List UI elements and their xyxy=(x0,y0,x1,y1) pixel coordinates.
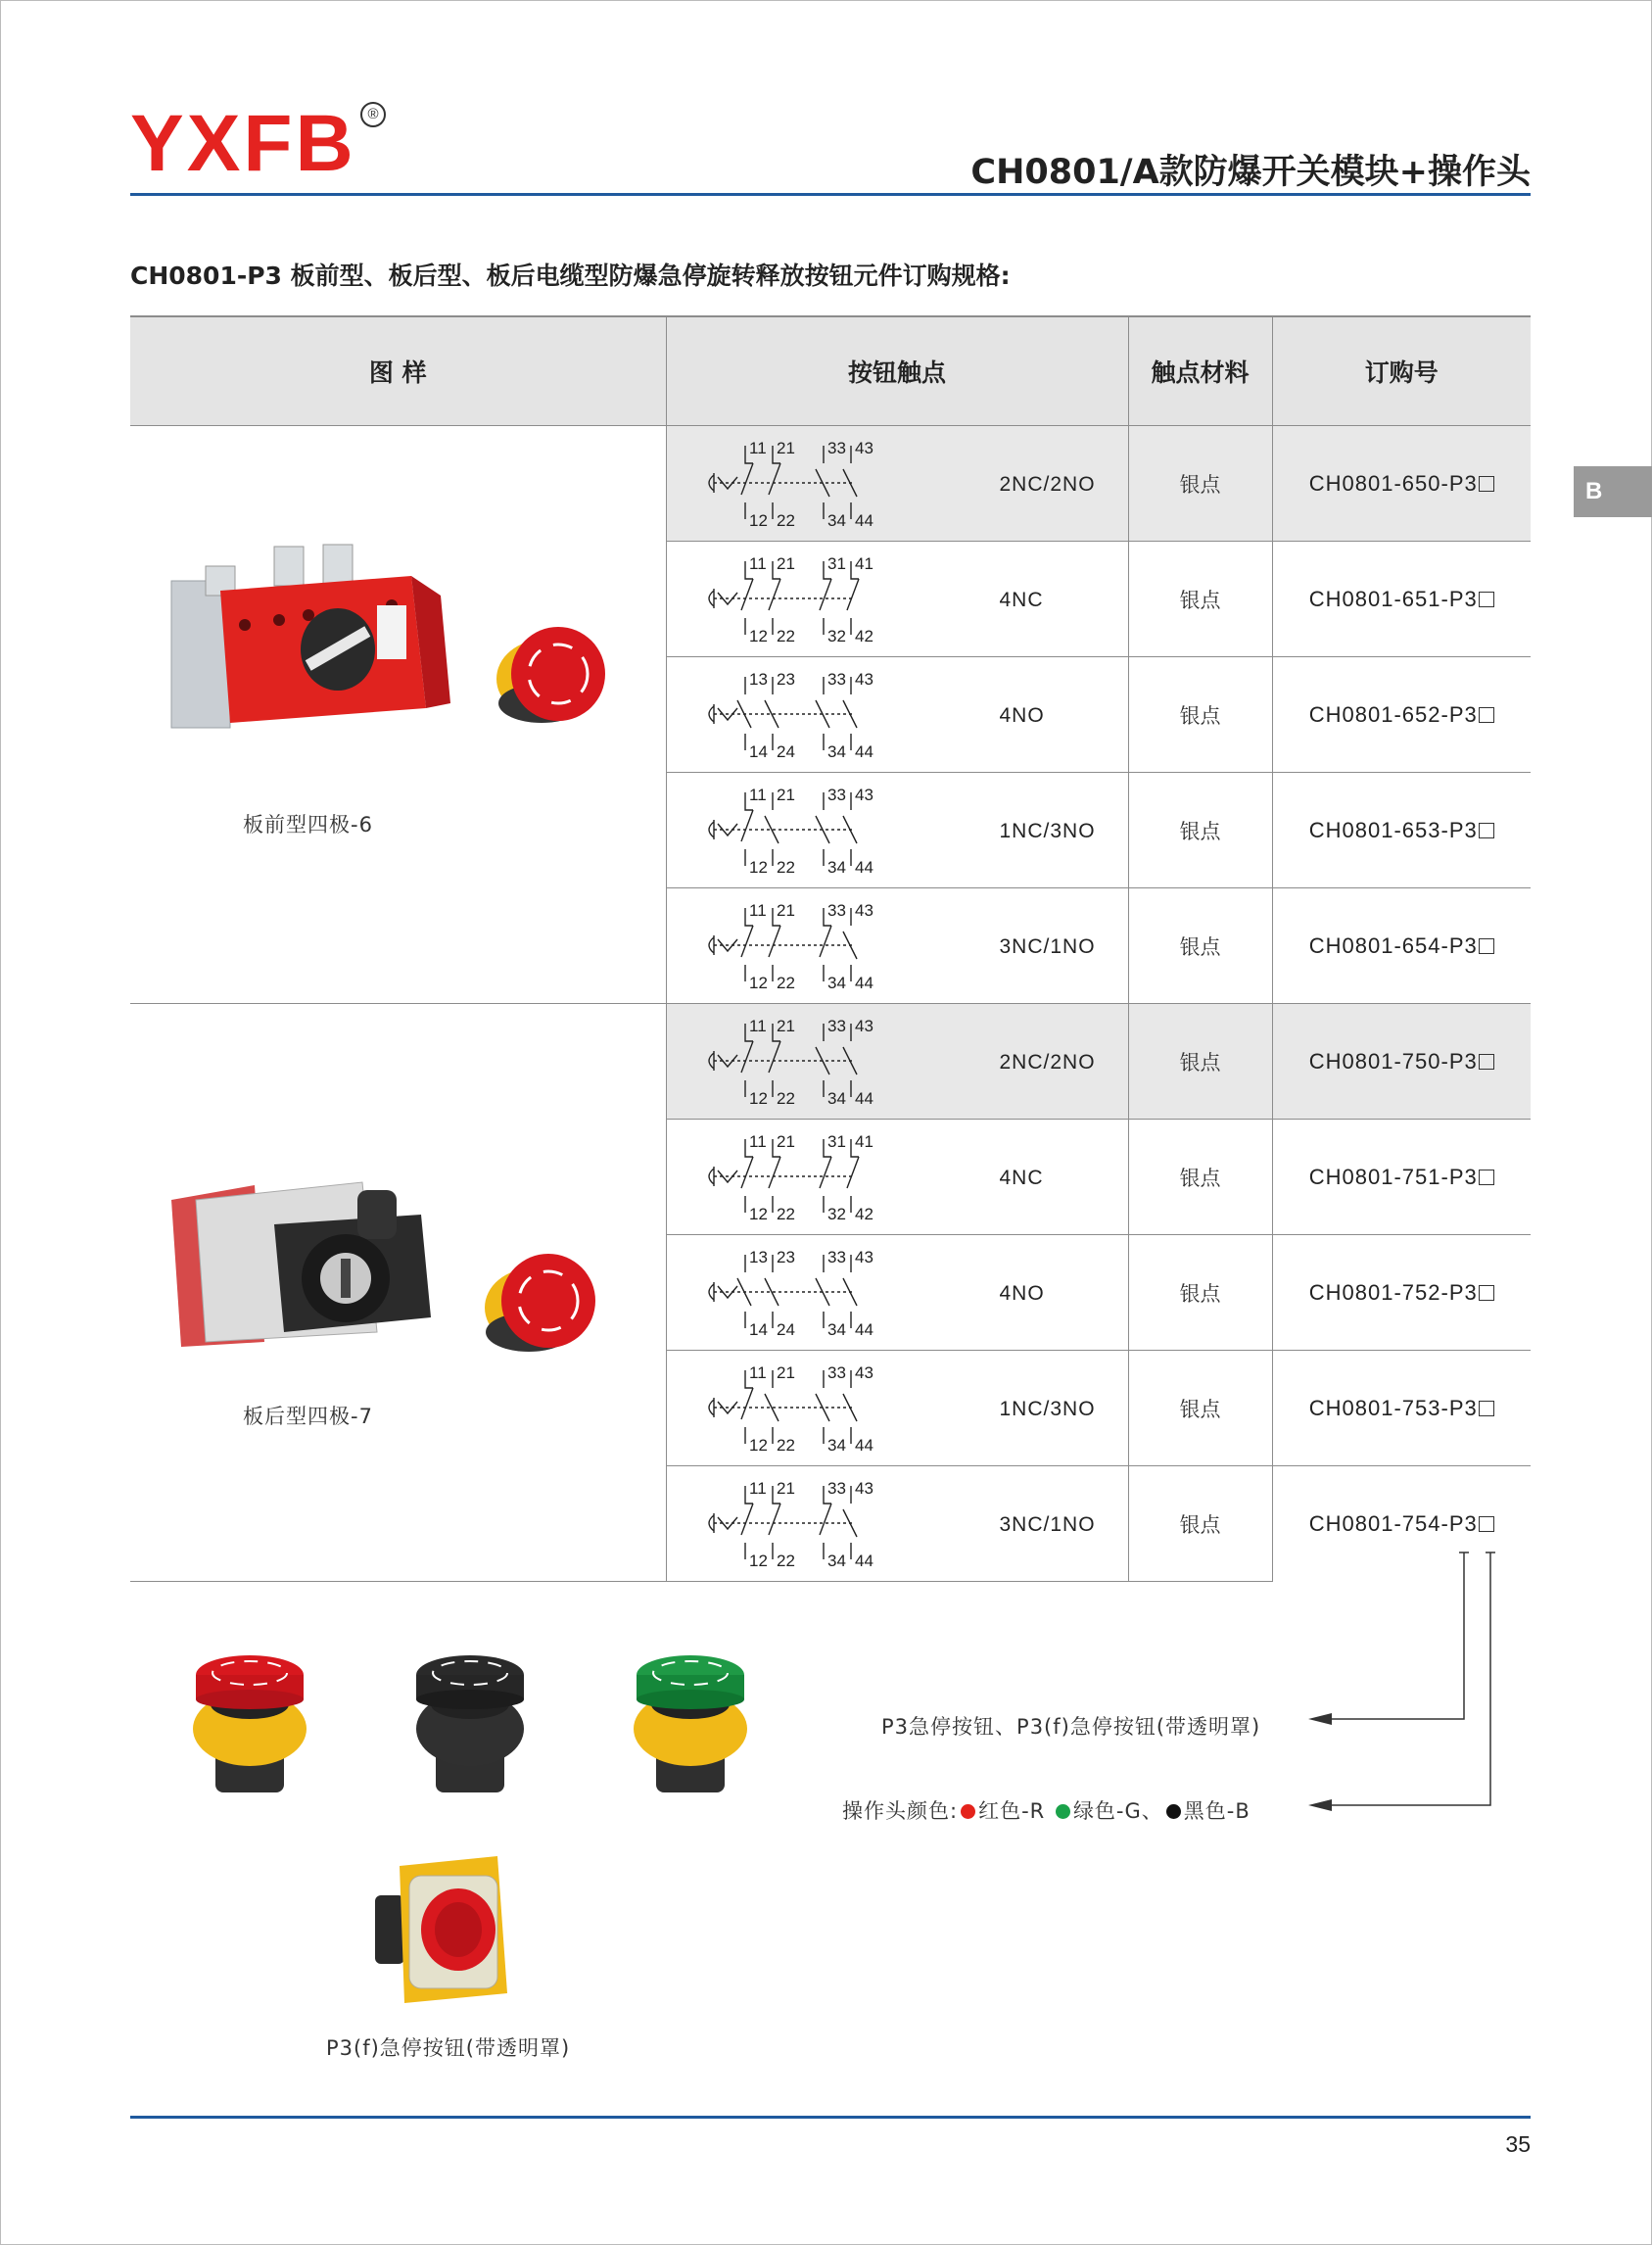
terminal-label-top: 11 xyxy=(748,1363,767,1382)
contact-diagram-cell xyxy=(666,1120,1128,1235)
contact-type-label: 4NC xyxy=(999,589,1044,611)
color-black-label: 黑色-B xyxy=(1183,1799,1251,1823)
option-box-icon xyxy=(1479,476,1494,492)
contact-type-label: 4NO xyxy=(999,1282,1045,1305)
contact-material: 银点 xyxy=(1128,657,1272,773)
terminal-label-bottom: 34 xyxy=(826,1089,846,1108)
terminal-label-bottom: 32 xyxy=(826,627,846,645)
callout-button-type-text: P3急停按钮、P3(f)急停按钮(带透明罩) xyxy=(881,1715,1261,1739)
contact-material: 银点 xyxy=(1128,1466,1272,1582)
rear-mount-caption: 板后型四极-7 xyxy=(243,1405,373,1428)
contact-material: 银点 xyxy=(1128,1235,1272,1351)
order-number xyxy=(1272,542,1531,657)
page-number: 35 xyxy=(1505,2131,1531,2157)
red-dot-icon xyxy=(961,1804,975,1819)
terminal-label-top: 23 xyxy=(776,1248,795,1266)
order-number xyxy=(1272,657,1531,773)
terminal-label-top: 33 xyxy=(826,786,846,804)
contact-diagram xyxy=(667,1235,1129,1350)
terminal-label-top: 13 xyxy=(748,670,768,689)
red-operating-head-image xyxy=(191,1636,308,1802)
contact-diagram xyxy=(667,657,1129,772)
black-dot-icon xyxy=(1166,1804,1181,1819)
terminal-label-top: 41 xyxy=(854,554,873,573)
terminal-label-top: 11 xyxy=(748,786,767,804)
terminal-label-top: 43 xyxy=(854,786,873,804)
terminal-label-top: 33 xyxy=(826,1479,846,1498)
terminal-label-bottom: 12 xyxy=(748,858,768,877)
terminal-label-bottom: 14 xyxy=(748,1320,768,1339)
section-tab-b[interactable]: B xyxy=(1574,466,1652,517)
terminal-label-top: 33 xyxy=(826,439,846,457)
emergency-actuator-icon xyxy=(709,589,714,608)
header-order-number: 订购号 xyxy=(1272,316,1531,426)
terminal-label-top: 31 xyxy=(826,554,846,573)
contact-type-label: 2NC/2NO xyxy=(999,1051,1096,1074)
terminal-label-top: 41 xyxy=(854,1132,873,1151)
terminal-label-top: 13 xyxy=(748,1248,768,1266)
terminal-label-bottom: 22 xyxy=(776,1552,795,1570)
contact-type-label: 3NC/1NO xyxy=(999,1513,1096,1536)
terminal-label-bottom: 34 xyxy=(826,1320,846,1339)
terminal-label-bottom: 24 xyxy=(776,1320,795,1339)
header-contacts: 按钮触点 xyxy=(666,316,1128,426)
terminal-label-bottom: 44 xyxy=(854,1436,873,1455)
contact-material: 银点 xyxy=(1128,542,1272,657)
contact-diagram-cell xyxy=(666,657,1128,773)
terminal-label-top: 11 xyxy=(748,1132,767,1151)
terminal-label-bottom: 42 xyxy=(854,627,873,645)
order-number xyxy=(1272,426,1531,542)
terminal-label-bottom: 32 xyxy=(826,1205,846,1223)
emergency-actuator-icon xyxy=(709,1051,714,1071)
contact-diagram xyxy=(667,1120,1129,1234)
terminal-label-bottom: 12 xyxy=(748,511,768,530)
front-mount-module-image xyxy=(166,537,617,752)
callout-head-color xyxy=(842,1795,1251,1825)
contact-diagram-cell xyxy=(666,426,1128,542)
table-header-row xyxy=(130,316,1531,426)
order-number xyxy=(1272,1235,1531,1351)
terminal-label-top: 43 xyxy=(854,670,873,689)
table-row xyxy=(130,426,1531,542)
terminal-label-bottom: 44 xyxy=(854,1552,873,1570)
terminal-label-top: 43 xyxy=(854,901,873,920)
contact-diagram-cell xyxy=(666,1351,1128,1466)
black-operating-head-image xyxy=(411,1636,529,1802)
contact-diagram-cell xyxy=(666,542,1128,657)
order-number xyxy=(1272,1004,1531,1120)
contact-type-label: 4NC xyxy=(999,1167,1044,1189)
option-box-icon xyxy=(1479,1054,1494,1070)
contact-diagram-cell xyxy=(666,1466,1128,1582)
front-mount-caption: 板前型四极-6 xyxy=(243,813,373,836)
emergency-actuator-icon xyxy=(709,935,714,955)
terminal-label-top: 43 xyxy=(854,1017,873,1035)
contact-type-label: 1NC/3NO xyxy=(999,1398,1096,1420)
terminal-label-bottom: 44 xyxy=(854,974,873,992)
header-rule xyxy=(130,193,1531,196)
contact-diagram xyxy=(667,542,1129,656)
contact-type-label: 3NC/1NO xyxy=(999,935,1096,958)
terminal-label-top: 11 xyxy=(748,439,767,457)
option-box-icon xyxy=(1479,1285,1494,1301)
document-title: CH0801/A款防爆开关模块+操作头 xyxy=(970,153,1531,192)
contact-material: 银点 xyxy=(1128,773,1272,888)
option-box-icon xyxy=(1479,707,1494,723)
terminal-label-bottom: 22 xyxy=(776,858,795,877)
order-number xyxy=(1272,773,1531,888)
terminal-label-bottom: 12 xyxy=(748,1552,768,1570)
rear-mount-module-image xyxy=(166,1170,617,1366)
contact-diagram-cell xyxy=(666,1235,1128,1351)
terminal-label-top: 43 xyxy=(854,439,873,457)
emergency-actuator-icon xyxy=(709,704,714,724)
terminal-label-top: 11 xyxy=(748,554,767,573)
contact-type-label: 4NO xyxy=(999,704,1045,727)
option-box-icon xyxy=(1479,1170,1494,1185)
terminal-label-top: 21 xyxy=(776,1479,795,1498)
order-number xyxy=(1272,1351,1531,1466)
contact-type-label: 1NC/3NO xyxy=(999,820,1096,842)
terminal-label-top: 33 xyxy=(826,670,846,689)
green-operating-head-image xyxy=(632,1636,749,1802)
terminal-label-bottom: 44 xyxy=(854,858,873,877)
order-number-text: CH0801-751-P3 xyxy=(1308,1164,1478,1189)
order-number-text: CH0801-753-P3 xyxy=(1308,1395,1478,1420)
terminal-label-top: 21 xyxy=(776,439,795,457)
header-material: 触点材料 xyxy=(1128,316,1272,426)
terminal-label-bottom: 42 xyxy=(854,1205,873,1223)
section-title: CH0801-P3 板前型、板后型、板后电缆型防爆急停旋转释放按钮元件订购规格: xyxy=(130,262,1011,290)
terminal-label-top: 43 xyxy=(854,1479,873,1498)
terminal-label-top: 21 xyxy=(776,554,795,573)
color-red-label: 红色-R xyxy=(978,1799,1046,1823)
registered-mark-icon: ® xyxy=(360,102,386,127)
terminal-label-top: 31 xyxy=(826,1132,846,1151)
terminal-label-top: 21 xyxy=(776,1132,795,1151)
terminal-label-bottom: 22 xyxy=(776,974,795,992)
terminal-label-bottom: 34 xyxy=(826,511,846,530)
terminal-label-bottom: 34 xyxy=(826,858,846,877)
terminal-label-bottom: 34 xyxy=(826,742,846,761)
terminal-label-bottom: 12 xyxy=(748,974,768,992)
terminal-label-top: 33 xyxy=(826,901,846,920)
contact-material: 银点 xyxy=(1128,1004,1272,1120)
emergency-actuator-icon xyxy=(709,1167,714,1186)
terminal-label-bottom: 44 xyxy=(854,1089,873,1108)
terminal-label-bottom: 24 xyxy=(776,742,795,761)
terminal-label-bottom: 14 xyxy=(748,742,768,761)
option-box-icon xyxy=(1479,823,1494,838)
terminal-label-top: 11 xyxy=(748,1017,767,1035)
footer-rule xyxy=(130,2116,1531,2119)
contact-material: 银点 xyxy=(1128,1351,1272,1466)
emergency-actuator-icon xyxy=(709,1282,714,1302)
color-green-label: 绿色-G、 xyxy=(1072,1799,1163,1823)
terminal-label-top: 11 xyxy=(748,1479,767,1498)
terminal-label-top: 21 xyxy=(776,901,795,920)
contact-diagram-cell xyxy=(666,773,1128,888)
terminal-label-top: 33 xyxy=(826,1363,846,1382)
terminal-label-bottom: 12 xyxy=(748,1089,768,1108)
contact-diagram-cell xyxy=(666,1004,1128,1120)
terminal-label-bottom: 44 xyxy=(854,742,873,761)
table-row xyxy=(130,1004,1531,1120)
callout-button-type xyxy=(881,1711,1260,1741)
terminal-label-bottom: 34 xyxy=(826,1436,846,1455)
contact-diagram-cell xyxy=(666,888,1128,1004)
terminal-label-top: 33 xyxy=(826,1017,846,1035)
order-number xyxy=(1272,888,1531,1004)
order-number-text: CH0801-651-P3 xyxy=(1308,586,1478,611)
order-number-text: CH0801-653-P3 xyxy=(1308,817,1478,842)
emergency-actuator-icon xyxy=(709,1398,714,1417)
terminal-label-bottom: 12 xyxy=(748,627,768,645)
terminal-label-bottom: 22 xyxy=(776,627,795,645)
callout-color-label: 操作头颜色: xyxy=(842,1799,959,1823)
option-box-icon xyxy=(1479,592,1494,607)
order-number-text: CH0801-652-P3 xyxy=(1308,701,1478,727)
covered-button-caption: P3(f)急停按钮(带透明罩) xyxy=(326,2036,571,2060)
order-number-text: CH0801-650-P3 xyxy=(1308,470,1478,496)
terminal-label-bottom: 22 xyxy=(776,1436,795,1455)
covered-emergency-button-image xyxy=(370,1841,517,2018)
order-number-text: CH0801-750-P3 xyxy=(1308,1048,1478,1074)
green-dot-icon xyxy=(1056,1804,1070,1819)
terminal-label-bottom: 12 xyxy=(748,1205,768,1223)
order-code-callout-lines xyxy=(1273,1533,1528,1827)
header-picture: 图 样 xyxy=(130,316,666,426)
terminal-label-bottom: 34 xyxy=(826,974,846,992)
terminal-label-top: 11 xyxy=(748,901,767,920)
brand-logo: YXFB xyxy=(130,99,356,188)
terminal-label-bottom: 44 xyxy=(854,1320,873,1339)
terminal-label-bottom: 12 xyxy=(748,1436,768,1455)
contact-material: 银点 xyxy=(1128,888,1272,1004)
contact-material: 银点 xyxy=(1128,1120,1272,1235)
terminal-label-bottom: 34 xyxy=(826,1552,846,1570)
terminal-label-top: 21 xyxy=(776,786,795,804)
terminal-label-top: 23 xyxy=(776,670,795,689)
emergency-actuator-icon xyxy=(709,473,714,493)
order-number-text: CH0801-754-P3 xyxy=(1308,1510,1478,1536)
contact-material: 银点 xyxy=(1128,426,1272,542)
order-number-text: CH0801-654-P3 xyxy=(1308,932,1478,958)
option-box-icon xyxy=(1479,938,1494,954)
terminal-label-top: 21 xyxy=(776,1363,795,1382)
terminal-label-bottom: 22 xyxy=(776,511,795,530)
terminal-label-top: 21 xyxy=(776,1017,795,1035)
terminal-label-top: 33 xyxy=(826,1248,846,1266)
option-box-icon xyxy=(1479,1516,1494,1532)
terminal-label-bottom: 44 xyxy=(854,511,873,530)
emergency-actuator-icon xyxy=(709,820,714,839)
option-box-icon xyxy=(1479,1401,1494,1416)
terminal-label-bottom: 22 xyxy=(776,1089,795,1108)
terminal-label-top: 43 xyxy=(854,1248,873,1266)
order-number xyxy=(1272,1120,1531,1235)
order-number-text: CH0801-752-P3 xyxy=(1308,1279,1478,1305)
terminal-label-bottom: 22 xyxy=(776,1205,795,1223)
terminal-label-top: 43 xyxy=(854,1363,873,1382)
emergency-actuator-icon xyxy=(709,1513,714,1533)
order-spec-table xyxy=(130,315,1531,1582)
contact-type-label: 2NC/2NO xyxy=(999,473,1096,496)
